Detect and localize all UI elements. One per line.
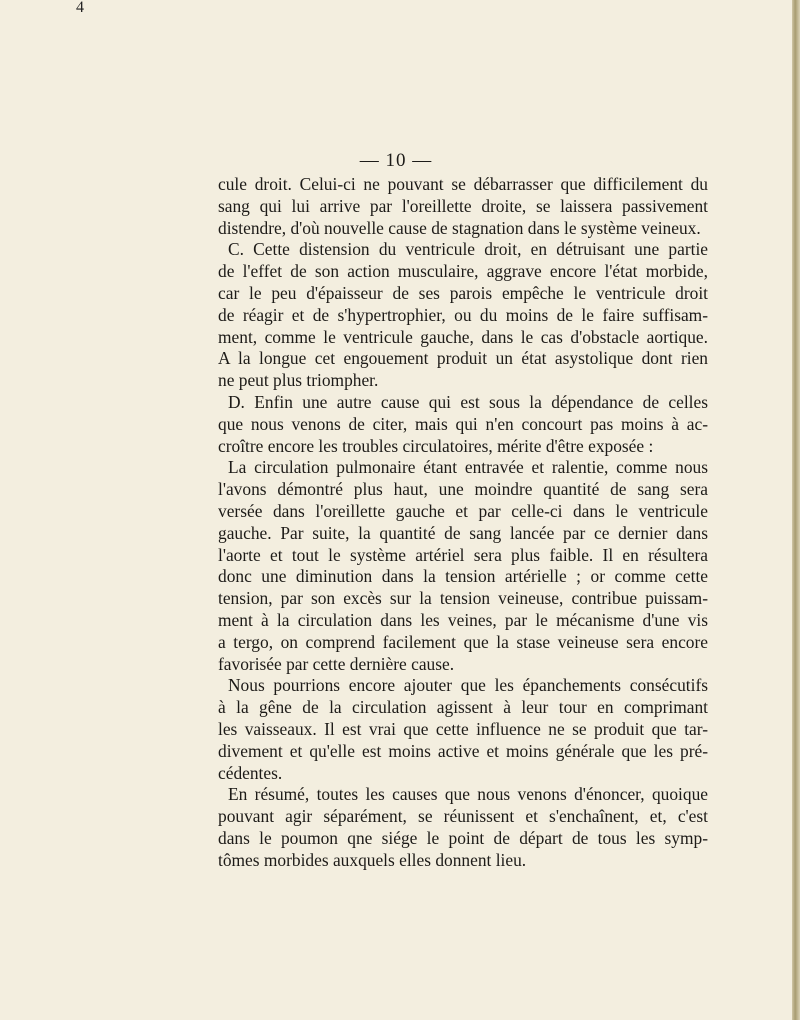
text-line: de réagir et de s'hypertrophier, ou du moins de le faire suffisam-: [218, 304, 708, 325]
text-line: A la longue cet engouement produit un état asystolique dont rien: [218, 348, 708, 369]
text-line: cule droit. Celui-ci ne pouvant se débarrasser que difficilement du: [218, 174, 708, 194]
text-line: distendre, d'où nouvelle cause de stagnation dans le système veineux.: [218, 217, 701, 238]
text-line: tômes morbides auxquels elles donnent lieu.: [218, 849, 527, 870]
text-line: divement et qu'elle est moins active et moins générale que les pré-: [218, 740, 708, 761]
text-line: l'aorte et tout le système artériel sera plus faible. Il en résultera: [218, 544, 708, 565]
text-line: versée dans l'oreillette gauche et par celle-ci dans le ventricule: [218, 500, 708, 521]
text-line: donc une diminution dans la tension artérielle ; or comme cette: [218, 566, 708, 587]
text-line: favorisée par cette dernière cause.: [218, 653, 455, 674]
text-line: ment à la circulation dans les veines, par le mécanisme d'une vis: [218, 609, 708, 630]
text-line: de l'effet de son action musculaire, aggrave encore l'état morbide,: [218, 261, 708, 282]
text-line: C. Cette distension du ventricule droit, en détruisant une partie: [228, 239, 708, 260]
page-number: — 10 —: [359, 150, 433, 171]
text-line: tension, par son excès sur la tension veineuse, contribue puissam-: [218, 588, 708, 609]
text-line: En résumé, toutes les causes que nous venons d'énoncer, quoique: [228, 784, 708, 805]
text-line: l'avons démontré plus haut, une moindre quantité de sang sera: [218, 479, 708, 500]
text-line: cédentes.: [218, 762, 283, 783]
text-line: La circulation pulmonaire étant entravée et ralentie, comme nous: [228, 457, 708, 478]
body-text: [218, 174, 708, 872]
text-line: dans le poumon qne siége le point de départ de tous les symp-: [218, 827, 708, 848]
text-line: ment, comme le ventricule gauche, dans le cas d'obstacle aortique.: [218, 326, 708, 347]
text-line: D. Enfin une autre cause qui est sous la dépendance de celles: [228, 391, 708, 412]
text-line: pouvant agir séparément, se réunissent et s'enchaînent, et, c'est: [218, 806, 708, 827]
text-line: à la gêne de la circulation agissent à leur tour en comprimant: [218, 697, 708, 718]
page-speck-mark: 4: [76, 0, 84, 16]
text-line: les vaisseaux. Il est vrai que cette influence ne se produit que tar-: [218, 718, 708, 739]
text-line: gauche. Par suite, la quantité de sang lancée par ce dernier dans: [218, 522, 708, 543]
text-line: que nous venons de citer, mais qui n'en concourt pas moins à ac-: [218, 413, 708, 434]
text-line: sang qui lui arrive par l'oreillette droite, se laissera passivement: [218, 195, 708, 216]
text-line: car le peu d'épaisseur de ses parois empêche le ventricule droit: [218, 282, 708, 303]
text-line: a tergo, on comprend facilement que la stase veineuse sera encore: [218, 631, 708, 652]
page-edge-shadow: [792, 0, 800, 1020]
text-line: croître encore les troubles circulatoires, mérite d'être exposée :: [218, 435, 654, 456]
text-line: Nous pourrions encore ajouter que les épanchements consécutifs: [228, 675, 708, 696]
text-line: ne peut plus triompher.: [218, 370, 379, 391]
